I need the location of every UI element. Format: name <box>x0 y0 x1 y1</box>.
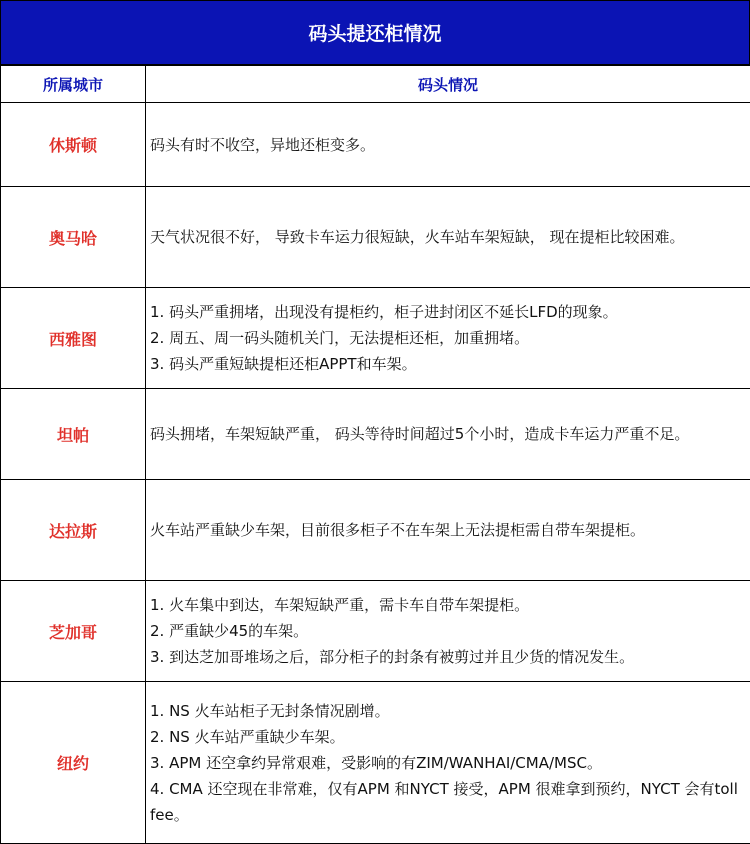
port-status-table <box>0 65 750 844</box>
status-line: 4. CMA 还空现在非常难，仅有APM 和NYCT 接受，APM 很难拿到预约，NYCT 会有toll fee。 <box>150 776 744 828</box>
status-line: 1. 火车集中到达，车架短缺严重，需卡车自带车架提柜。 <box>150 592 744 618</box>
status-line: 火车站严重缺少车架，目前很多柜子不在车架上无法提柜需自带车架提柜。 <box>150 517 744 543</box>
status-line: 码头拥堵，车架短缺严重， 码头等待时间超过5个小时，造成卡车运力严重不足。 <box>150 421 744 447</box>
city-name: 休斯顿 <box>1 103 146 187</box>
status-line: 3. 码头严重短缺提柜还柜APPT和车架。 <box>150 351 744 377</box>
status-line: 2. 周五、周一码头随机关门，无法提柜还柜，加重拥堵。 <box>150 325 744 351</box>
city-name: 纽约 <box>1 682 146 844</box>
status-line: 2. 严重缺少45的车架。 <box>150 618 744 644</box>
city-name: 达拉斯 <box>1 480 146 581</box>
status-description <box>146 682 750 844</box>
header-status: 码头情况 <box>146 66 750 103</box>
city-name: 奥马哈 <box>1 187 146 288</box>
status-line: 3. 到达芝加哥堆场之后，部分柜子的封条有被剪过并且少货的情况发生。 <box>150 644 744 670</box>
status-line: 3. APM 还空拿约异常艰难，受影响的有ZIM/WANHAI/CMA/MSC。 <box>150 750 744 776</box>
status-description <box>146 288 750 389</box>
table-row-seattle <box>1 288 750 389</box>
status-line: 天气状况很不好， 导致卡车运力很短缺，火车站车架短缺， 现在提柜比较困难。 <box>150 224 744 250</box>
status-description <box>146 581 750 682</box>
city-name: 西雅图 <box>1 288 146 389</box>
table-row-chicago <box>1 581 750 682</box>
status-line: 1. NS 火车站柜子无封条情况剧增。 <box>150 698 744 724</box>
status-line: 码头有时不收空，异地还柜变多。 <box>150 132 744 158</box>
table-row-tampa <box>1 389 750 480</box>
city-name: 坦帕 <box>1 389 146 480</box>
status-description <box>146 187 750 288</box>
status-description <box>146 480 750 581</box>
header-row <box>1 66 750 103</box>
status-description <box>146 103 750 187</box>
table-row-houston <box>1 103 750 187</box>
status-line: 2. NS 火车站严重缺少车架。 <box>150 724 744 750</box>
table-row-dallas <box>1 480 750 581</box>
status-description <box>146 389 750 480</box>
status-line: 1. 码头严重拥堵，出现没有提柜约，柜子进封闭区不延长LFD的现象。 <box>150 299 744 325</box>
header-city: 所属城市 <box>1 66 146 103</box>
city-name: 芝加哥 <box>1 581 146 682</box>
table-row-omaha <box>1 187 750 288</box>
sheet-title: 码头提还柜情况 <box>0 0 750 65</box>
table-row-new-york <box>1 682 750 844</box>
